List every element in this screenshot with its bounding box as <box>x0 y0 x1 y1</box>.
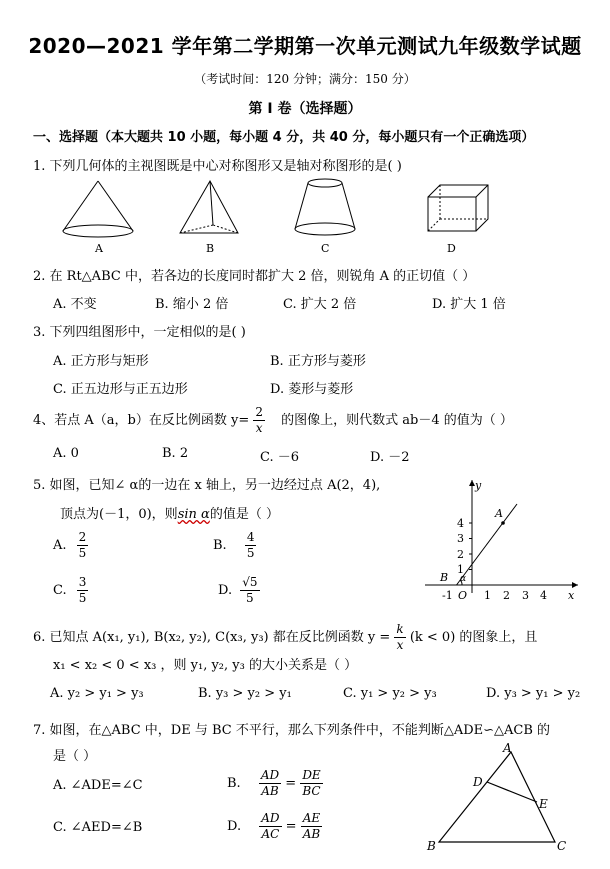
q5-stem-line1: 5. 如图，已知∠ α的一边在 x 轴上，另一边经过点 A(2，4), <box>33 478 381 493</box>
q3-option-a: A. 正方形与矩形 <box>53 354 149 369</box>
q2-option-b: B. 缩小 2 倍 <box>155 297 229 312</box>
q1-label-b: B <box>206 242 215 255</box>
q5-ytick-4: 4 <box>457 517 464 530</box>
q5-x-axis-label: x <box>568 589 575 600</box>
q3-option-b: B. 正方形与菱形 <box>270 354 366 369</box>
q1-stem: 1. 下列几何体的主视图既是中心对称图形又是轴对称图形的是( ) <box>33 159 402 174</box>
q6-option-b: B. y₃ > y₂ > y₁ <box>198 686 292 701</box>
exam-title: 2020—2021 学年第二学期第一次单元测试九年级数学试题 <box>28 34 582 58</box>
q5-coordinate-graph <box>420 475 585 600</box>
q7-option-d-label: D. <box>227 819 242 834</box>
q6-fraction <box>394 622 405 653</box>
q3-stem: 3. 下列四组图形中，一定相似的是( ) <box>33 325 246 340</box>
q1-label-c: C <box>321 242 330 255</box>
q4-option-a: A. 0 <box>53 446 79 461</box>
q3-option-d: D. 菱形与菱形 <box>270 382 354 397</box>
q5-xtick-2: 2 <box>503 589 510 600</box>
q7-label-a: A <box>503 741 512 755</box>
q7-b-frac2-num: DE <box>302 768 321 782</box>
q5-a-den: 5 <box>78 546 87 560</box>
pyramid-icon <box>180 181 238 233</box>
q5-ytick-2: 2 <box>457 548 464 561</box>
q7-triangle-figure <box>425 740 575 862</box>
q7-label-b: B <box>427 839 436 853</box>
q5-xtick-4: 4 <box>540 589 547 600</box>
q5-option-d-label: D. <box>218 583 233 598</box>
frustum-icon <box>295 179 355 235</box>
q5-origin-label: O <box>458 589 468 600</box>
q7-d-frac1-den: AC <box>261 827 280 841</box>
q4-option-c: C. －6 <box>260 450 300 465</box>
q6-stem-line2: x₁ < x₂ < 0 < x₃ ，则 y₁, y₂, y₃ 的大小关系是（ ） <box>53 658 358 673</box>
q5-c-den: 5 <box>78 591 87 605</box>
exam-subtitle: （考试时间：120 分钟；满分：150 分） <box>194 72 416 86</box>
q1-solids-figure <box>55 175 515 260</box>
q6-frac-num: k <box>396 622 404 636</box>
q7-b-frac1-num: AD <box>260 768 280 782</box>
q7-b-frac2-den: BC <box>302 784 321 798</box>
q5-stem2-post: 的值是（ ） <box>209 507 279 522</box>
q5-point-a <box>501 521 505 525</box>
q7-option-b-label: B. <box>227 776 241 791</box>
q1-label-d: D <box>447 242 456 255</box>
q5-option-b-label: B. <box>213 538 227 553</box>
q6-option-a: A. y₂ > y₁ > y₃ <box>50 686 144 701</box>
q5-d-den: 5 <box>246 591 254 605</box>
q5-ytick-1: 1 <box>457 563 464 576</box>
q5-option-c <box>53 575 88 606</box>
q5-c-num: 3 <box>78 575 87 589</box>
q7-d-frac2-den: AB <box>302 827 321 841</box>
q7-option-c: C. ∠AED=∠B <box>53 820 143 835</box>
q5-b-num: 4 <box>246 530 255 544</box>
q7-label-c: C <box>557 839 567 853</box>
q6-stem1-post: (k < 0) 的图象上，且 <box>409 630 538 645</box>
q5-option-a-label: A. <box>53 538 67 553</box>
q7-option-a: A. ∠ADE=∠C <box>53 778 143 793</box>
q4-frac-num: 2 <box>255 405 264 419</box>
cone-icon <box>63 181 133 237</box>
q3-option-c: C. 正五边形与正五边形 <box>53 382 188 397</box>
q5-xtick-neg1: -1 <box>442 589 453 600</box>
q5-label-alpha: α <box>460 574 467 584</box>
q7-label-e: E <box>539 797 548 811</box>
q6-frac-den: x <box>396 638 404 652</box>
q2-option-c: C. 扩大 2 倍 <box>283 297 357 312</box>
q5-b-den: 5 <box>246 546 255 560</box>
q5-a-num: 2 <box>78 530 87 544</box>
q1-label-a: A <box>95 242 103 255</box>
q5-y-axis-label: y <box>475 479 482 492</box>
q5-xtick-1: 1 <box>484 589 491 600</box>
q2-stem: 2. 在 Rt△ABC 中，若各边的长度同时都扩大 2 倍，则锐角 A 的正切值（ ） <box>33 269 476 284</box>
q4-stem-pre: 4、若点 A（a，b）在反比例函数 y= <box>33 413 250 428</box>
q2-option-a: A. 不变 <box>53 297 97 312</box>
q5-sin-alpha: sin α <box>177 507 210 522</box>
q7-d-frac2-num: AE <box>301 811 322 827</box>
q6-stem-line1 <box>33 622 537 653</box>
cuboid-icon <box>428 185 488 231</box>
q5-label-a: A <box>495 507 503 520</box>
q5-label-b: B <box>440 571 449 584</box>
q5-xtick-3: 3 <box>522 589 529 600</box>
q7-b-equals: = <box>285 776 297 791</box>
section-heading: 一、选择题（本大题共 10 小题，每小题 4 分，共 40 分，每小题只有一个正确选项） <box>33 130 535 145</box>
q7-option-d <box>227 811 322 842</box>
q6-option-d: D. y₃ > y₁ > y₂ <box>486 686 581 701</box>
q7-stem-line1: 7. 如图，在△ABC 中，DE 与 BC 不平行，那么下列条件中，不能判断△ADE∽△ACB 的 <box>33 723 551 738</box>
q7-stem-line2: 是（ ） <box>53 749 97 764</box>
q6-stem1-pre: 6. 已知点 A(x₁, y₁), B(x₂, y₂), C(x₃, y₃) 都在反比例函数 y = <box>33 630 391 645</box>
q5-option-d <box>218 575 260 606</box>
q7-label-d: D <box>473 775 483 789</box>
q4-option-b: B. 2 <box>162 446 189 461</box>
q5-ytick-3: 3 <box>457 532 464 545</box>
q5-stem2-pre: 顶点为(－1，0)，则 <box>60 507 178 522</box>
q7-d-frac1-num: AD <box>261 811 280 825</box>
q5-option-b <box>213 530 256 561</box>
q7-option-b <box>227 768 323 799</box>
q5-stem-line2 <box>60 503 279 522</box>
q2-option-d: D. 扩大 1 倍 <box>432 297 506 312</box>
q4-frac-den: x <box>255 421 263 435</box>
q4-option-d: D. －2 <box>370 450 410 465</box>
q4-fraction <box>253 405 265 436</box>
q5-d-num: √5 <box>242 575 258 589</box>
q4-stem-post: 的图像上，则代数式 ab－4 的值为（ ） <box>281 413 513 428</box>
volume-heading: 第 I 卷（选择题） <box>248 101 362 117</box>
q7-b-frac1-den: AB <box>261 784 279 798</box>
q4-stem <box>33 405 513 436</box>
q5-ray <box>457 504 518 585</box>
q5-option-a <box>53 530 88 561</box>
q7-d-equals: = <box>285 819 297 834</box>
q5-option-c-label: C. <box>53 583 67 598</box>
q6-option-c: C. y₁ > y₂ > y₃ <box>343 686 437 701</box>
